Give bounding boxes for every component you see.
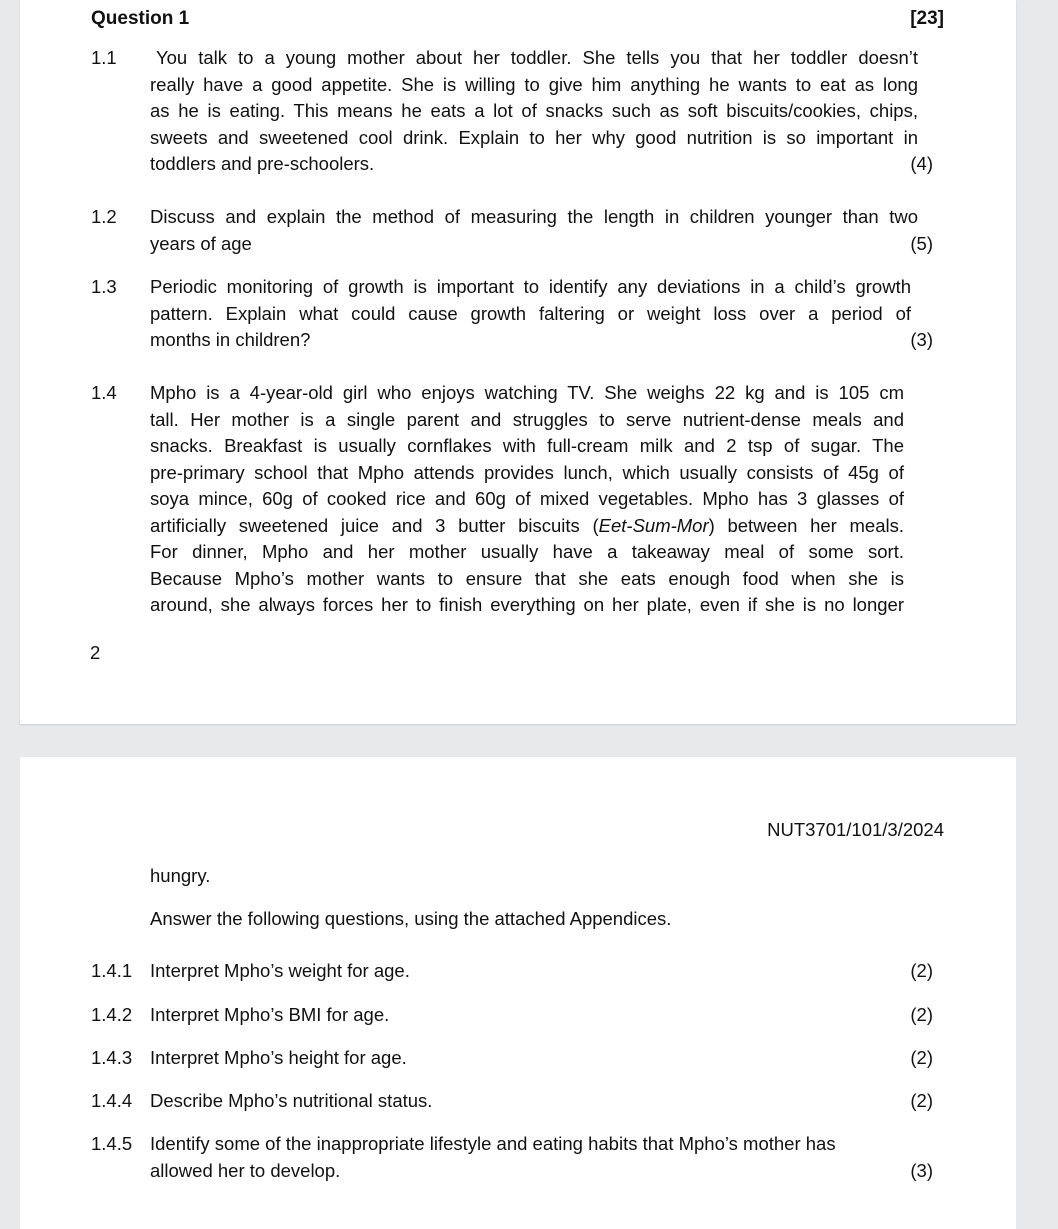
q1-1-marks: (4) xyxy=(910,153,933,174)
document-reference: NUT3701/101/3/2024 xyxy=(767,819,944,840)
q1-4-1-text: Interpret Mpho’s weight for age. xyxy=(150,960,410,981)
q1-4-line: soya mince, 60g of cooked rice and 60g of mixed vegetables. Mpho has 3 glasses of xyxy=(150,488,904,509)
q1-4-1-number: 1.4.1 xyxy=(91,960,133,981)
q1-1-line: sweets and sweetened cool drink. Explain to her why good nutrition is so important in xyxy=(150,126,918,148)
q1-4-3-text: Interpret Mpho’s height for age. xyxy=(150,1047,407,1068)
page-2 xyxy=(20,757,1016,1229)
q1-3-line: Periodic monitoring of growth is important to identify any deviations in a child’s growth xyxy=(150,276,911,297)
q1-4-text xyxy=(150,380,904,619)
q1-3-text xyxy=(150,274,911,354)
q1-2-number: 1.2 xyxy=(91,206,117,227)
q1-3-marks: (3) xyxy=(910,329,933,350)
q1-2-text xyxy=(150,204,918,257)
q1-4-5-number: 1.4.5 xyxy=(91,1133,133,1154)
q1-1-text xyxy=(150,45,918,178)
q1-4-line-part: ) between her meals. xyxy=(708,514,904,536)
q1-1-number: 1.1 xyxy=(91,47,117,68)
page-number: 2 xyxy=(90,642,101,663)
instruction-text: Answer the following questions, using the attached Appendices. xyxy=(150,908,672,929)
q1-4-1-marks: (2) xyxy=(910,960,933,981)
q1-4-4-text: Describe Mpho’s nutritional status. xyxy=(150,1090,433,1111)
q1-1-line: really have a good appetite. She is willing to give him anything he wants to eat as long xyxy=(150,73,918,95)
q1-4-line: Because Mpho’s mother wants to ensure that she eats enough food when she is xyxy=(150,567,904,589)
q1-4-3-number: 1.4.3 xyxy=(91,1047,133,1068)
q1-4-5-line: Identify some of the inappropriate lifestyle and eating habits that Mpho’s mother has xyxy=(150,1133,836,1154)
question-title: Question 1 xyxy=(91,8,190,29)
q1-4-line: tall. Her mother is a single parent and struggles to serve nutrient-dense meals and xyxy=(150,408,904,430)
question-total-marks: [23] xyxy=(910,8,944,29)
q1-4-line-part: artificially sweetened juice and 3 butter biscuits ( xyxy=(150,514,599,536)
q1-2-line: Discuss and explain the method of measuring the length in children younger than two xyxy=(150,206,918,227)
q1-4-line: Mpho is a 4-year-old girl who enjoys watching TV. She weighs 22 kg and is 105 cm xyxy=(150,382,904,403)
q1-3-line: pattern. Explain what could cause growth faltering or weight loss over a period of xyxy=(150,302,911,324)
q1-1-line: as he is eating. This means he eats a lot of snacks such as soft biscuits/cookies, chips, xyxy=(150,100,918,121)
q1-4-line: pre-primary school that Mpho attends provides lunch, which usually consists of 45g of xyxy=(150,461,904,483)
q1-4-2-marks: (2) xyxy=(910,1004,933,1025)
q1-4-2-text: Interpret Mpho’s BMI for age. xyxy=(150,1004,390,1025)
q1-4-continuation: hungry. xyxy=(150,865,211,886)
q1-4-2-number: 1.4.2 xyxy=(91,1004,133,1025)
q1-3-line: months in children? xyxy=(150,329,311,350)
q1-4-line xyxy=(150,513,904,540)
q1-1-line: toddlers and pre-schoolers. xyxy=(150,153,375,174)
q1-2-line: years of age xyxy=(150,232,252,254)
brand-name: Eet-Sum-Mor xyxy=(598,514,709,536)
q1-4-line: For dinner, Mpho and her mother usually have a takeaway meal of some sort. xyxy=(150,541,904,562)
q1-4-number: 1.4 xyxy=(91,382,117,403)
q1-1-line: You talk to a young mother about her toddler. She tells you that her toddler doesn’t xyxy=(156,47,918,68)
q1-4-5-line: allowed her to develop. xyxy=(150,1159,341,1181)
q1-2-marks: (5) xyxy=(910,233,933,254)
q1-4-4-number: 1.4.4 xyxy=(91,1090,133,1111)
q1-4-5-text xyxy=(150,1131,930,1184)
q1-4-line: around, she always forces her to finish everything on her plate, even if she is no longer xyxy=(150,594,904,615)
q1-4-5-marks: (3) xyxy=(910,1160,933,1181)
q1-3-number: 1.3 xyxy=(91,276,117,297)
page-1 xyxy=(20,0,1016,724)
q1-4-line: snacks. Breakfast is usually cornflakes with full-cream milk and 2 tsp of sugar. The xyxy=(150,435,904,456)
q1-4-3-marks: (2) xyxy=(910,1047,933,1068)
q1-4-4-marks: (2) xyxy=(910,1090,933,1111)
